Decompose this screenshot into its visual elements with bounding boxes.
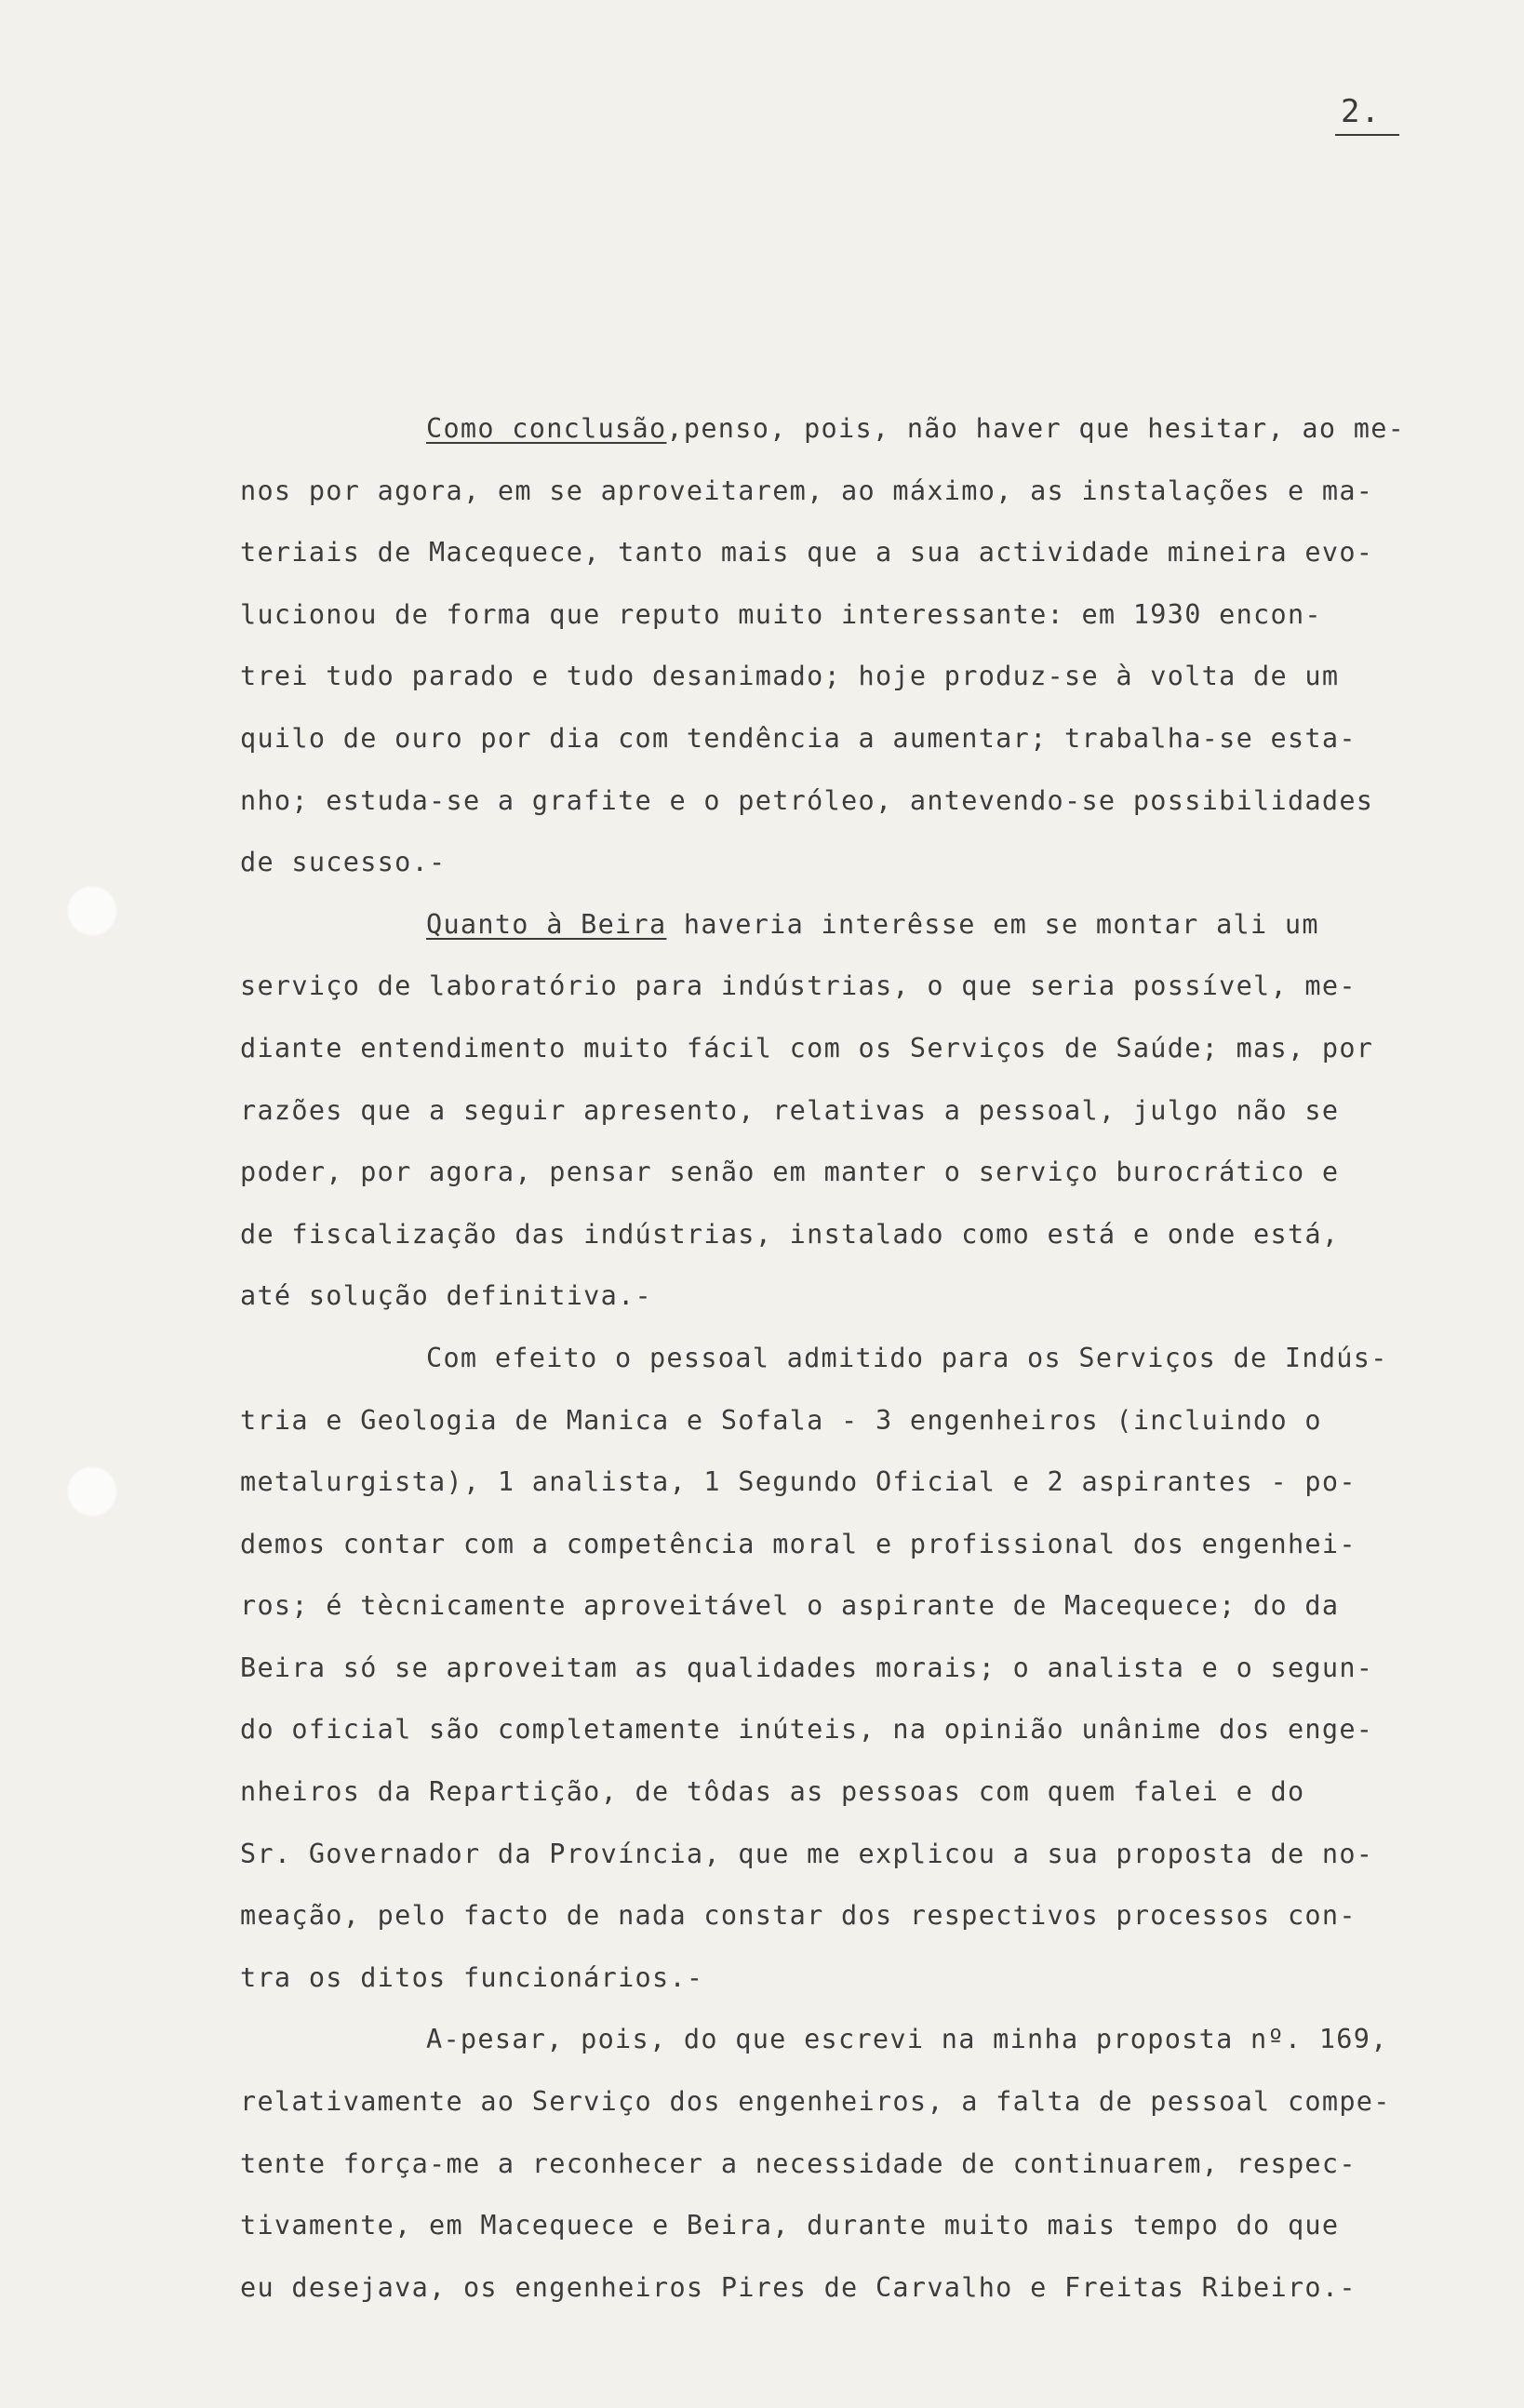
text-line xyxy=(240,894,1477,957)
line-text: de sucesso.- xyxy=(240,847,447,878)
text-line xyxy=(240,1575,1477,1638)
line-text: diante entendimento muito fácil com os Serviços de Saúde; mas, por xyxy=(240,1032,1374,1064)
line-text: ,penso, pois, não haver que hesitar, ao me- xyxy=(666,413,1406,444)
text-line xyxy=(240,646,1477,708)
text-line xyxy=(240,956,1477,1018)
line-text: demos contar com a competência moral e profissional dos engenhei- xyxy=(240,1528,1357,1559)
page-number: 2. xyxy=(1335,93,1399,136)
text-line xyxy=(240,1080,1477,1143)
text-line xyxy=(240,1328,1477,1390)
text-line xyxy=(240,1514,1477,1576)
line-text: Sr. Governador da Província, que me explicou a sua proposta de no- xyxy=(240,1838,1374,1869)
line-text: nos por agora, em se aproveitarem, ao máximo, as instalações e ma- xyxy=(240,475,1374,506)
paragraph xyxy=(240,1328,1477,2010)
line-text: Com efeito o pessoal admitido para os Serviços de Indús- xyxy=(426,1342,1388,1373)
line-text: até solução definitiva.- xyxy=(240,1280,653,1312)
line-text: razões que a seguir apresento, relativas a pessoal, julgo não se xyxy=(240,1094,1340,1126)
line-text: metalurgista), 1 analista, 1 Segundo Oficial e 2 aspirantes - po- xyxy=(240,1466,1357,1498)
punch-hole-bottom xyxy=(67,1466,117,1517)
text-line xyxy=(240,2195,1477,2257)
text-line xyxy=(240,461,1477,523)
line-text: meação, pelo facto de nada constar dos respectivos processos con- xyxy=(240,1900,1357,1932)
line-text: relativamente ao Serviço dos engenheiros, a falta de pessoal compe- xyxy=(240,2086,1391,2118)
text-line xyxy=(240,1390,1477,1452)
text-line xyxy=(240,1265,1477,1328)
text-line xyxy=(240,584,1477,647)
line-text: tivamente, em Macequece e Beira, durante muito mais tempo do que xyxy=(240,2210,1340,2241)
underlined-heading: Quanto à Beira xyxy=(426,908,667,940)
text-line xyxy=(240,2134,1477,2196)
underlined-heading: Como conclusão xyxy=(426,413,667,444)
text-line xyxy=(240,2071,1477,2134)
line-text: A-pesar, pois, do que escrevi na minha proposta nº. 169, xyxy=(426,2024,1388,2055)
document-body xyxy=(240,398,1477,2319)
text-line xyxy=(240,770,1477,833)
text-line xyxy=(240,708,1477,770)
line-text: teriais de Macequece, tanto mais que a sua actividade mineira evo- xyxy=(240,537,1374,569)
text-line xyxy=(240,1142,1477,1204)
text-line xyxy=(240,1885,1477,1947)
text-line xyxy=(240,1947,1477,2010)
line-text: poder, por agora, pensar senão em manter o serviço burocrático e xyxy=(240,1157,1340,1188)
paragraph xyxy=(240,398,1477,894)
line-text: quilo de ouro por dia com tendência a aumentar; trabalha-se esta- xyxy=(240,722,1357,754)
line-text: de fiscalização das indústrias, instalado como está e onde está, xyxy=(240,1218,1340,1250)
text-line xyxy=(240,2257,1477,2320)
text-line xyxy=(240,1699,1477,1761)
text-line xyxy=(240,522,1477,584)
line-text: lucionou de forma que reputo muito interessante: em 1930 encon- xyxy=(240,598,1322,630)
line-text: Beira só se aproveitam as qualidades morais; o analista e o segun- xyxy=(240,1652,1374,1683)
text-line xyxy=(240,1638,1477,1700)
line-text: nheiros da Repartição, de tôdas as pessoas com quem falei e do xyxy=(240,1776,1305,1808)
text-line xyxy=(240,1204,1477,1266)
punch-hole-top xyxy=(67,886,117,936)
text-line xyxy=(240,1761,1477,1824)
text-line xyxy=(240,1018,1477,1080)
text-line xyxy=(240,832,1477,894)
line-text: tente força-me a reconhecer a necessidade de continuarem, respec- xyxy=(240,2147,1357,2179)
paragraph xyxy=(240,894,1477,1328)
line-text: tria e Geologia de Manica e Sofala - 3 engenheiros (incluindo o xyxy=(240,1404,1322,1436)
line-text: eu desejava, os engenheiros Pires de Carvalho e Freitas Ribeiro.- xyxy=(240,2271,1357,2303)
line-text: serviço de laboratório para indústrias, o que seria possível, me- xyxy=(240,970,1357,1002)
line-text: trei tudo parado e tudo desanimado; hoje produz-se à volta de um xyxy=(240,661,1340,692)
line-text: tra os ditos funcionários.- xyxy=(240,1961,704,1993)
line-text: haveria interêsse em se montar ali um xyxy=(666,908,1319,940)
line-text: do oficial são completamente inúteis, na opinião unânime dos enge- xyxy=(240,1714,1374,1746)
paragraph xyxy=(240,2009,1477,2319)
text-line xyxy=(240,2009,1477,2071)
line-text: nho; estuda-se a grafite e o petróleo, antevendo-se possibilidades xyxy=(240,784,1374,816)
text-line xyxy=(240,398,1477,461)
line-text: ros; é tècnicamente aproveitável o aspirante de Macequece; do da xyxy=(240,1590,1340,1622)
text-line xyxy=(240,1824,1477,1886)
text-line xyxy=(240,1451,1477,1514)
